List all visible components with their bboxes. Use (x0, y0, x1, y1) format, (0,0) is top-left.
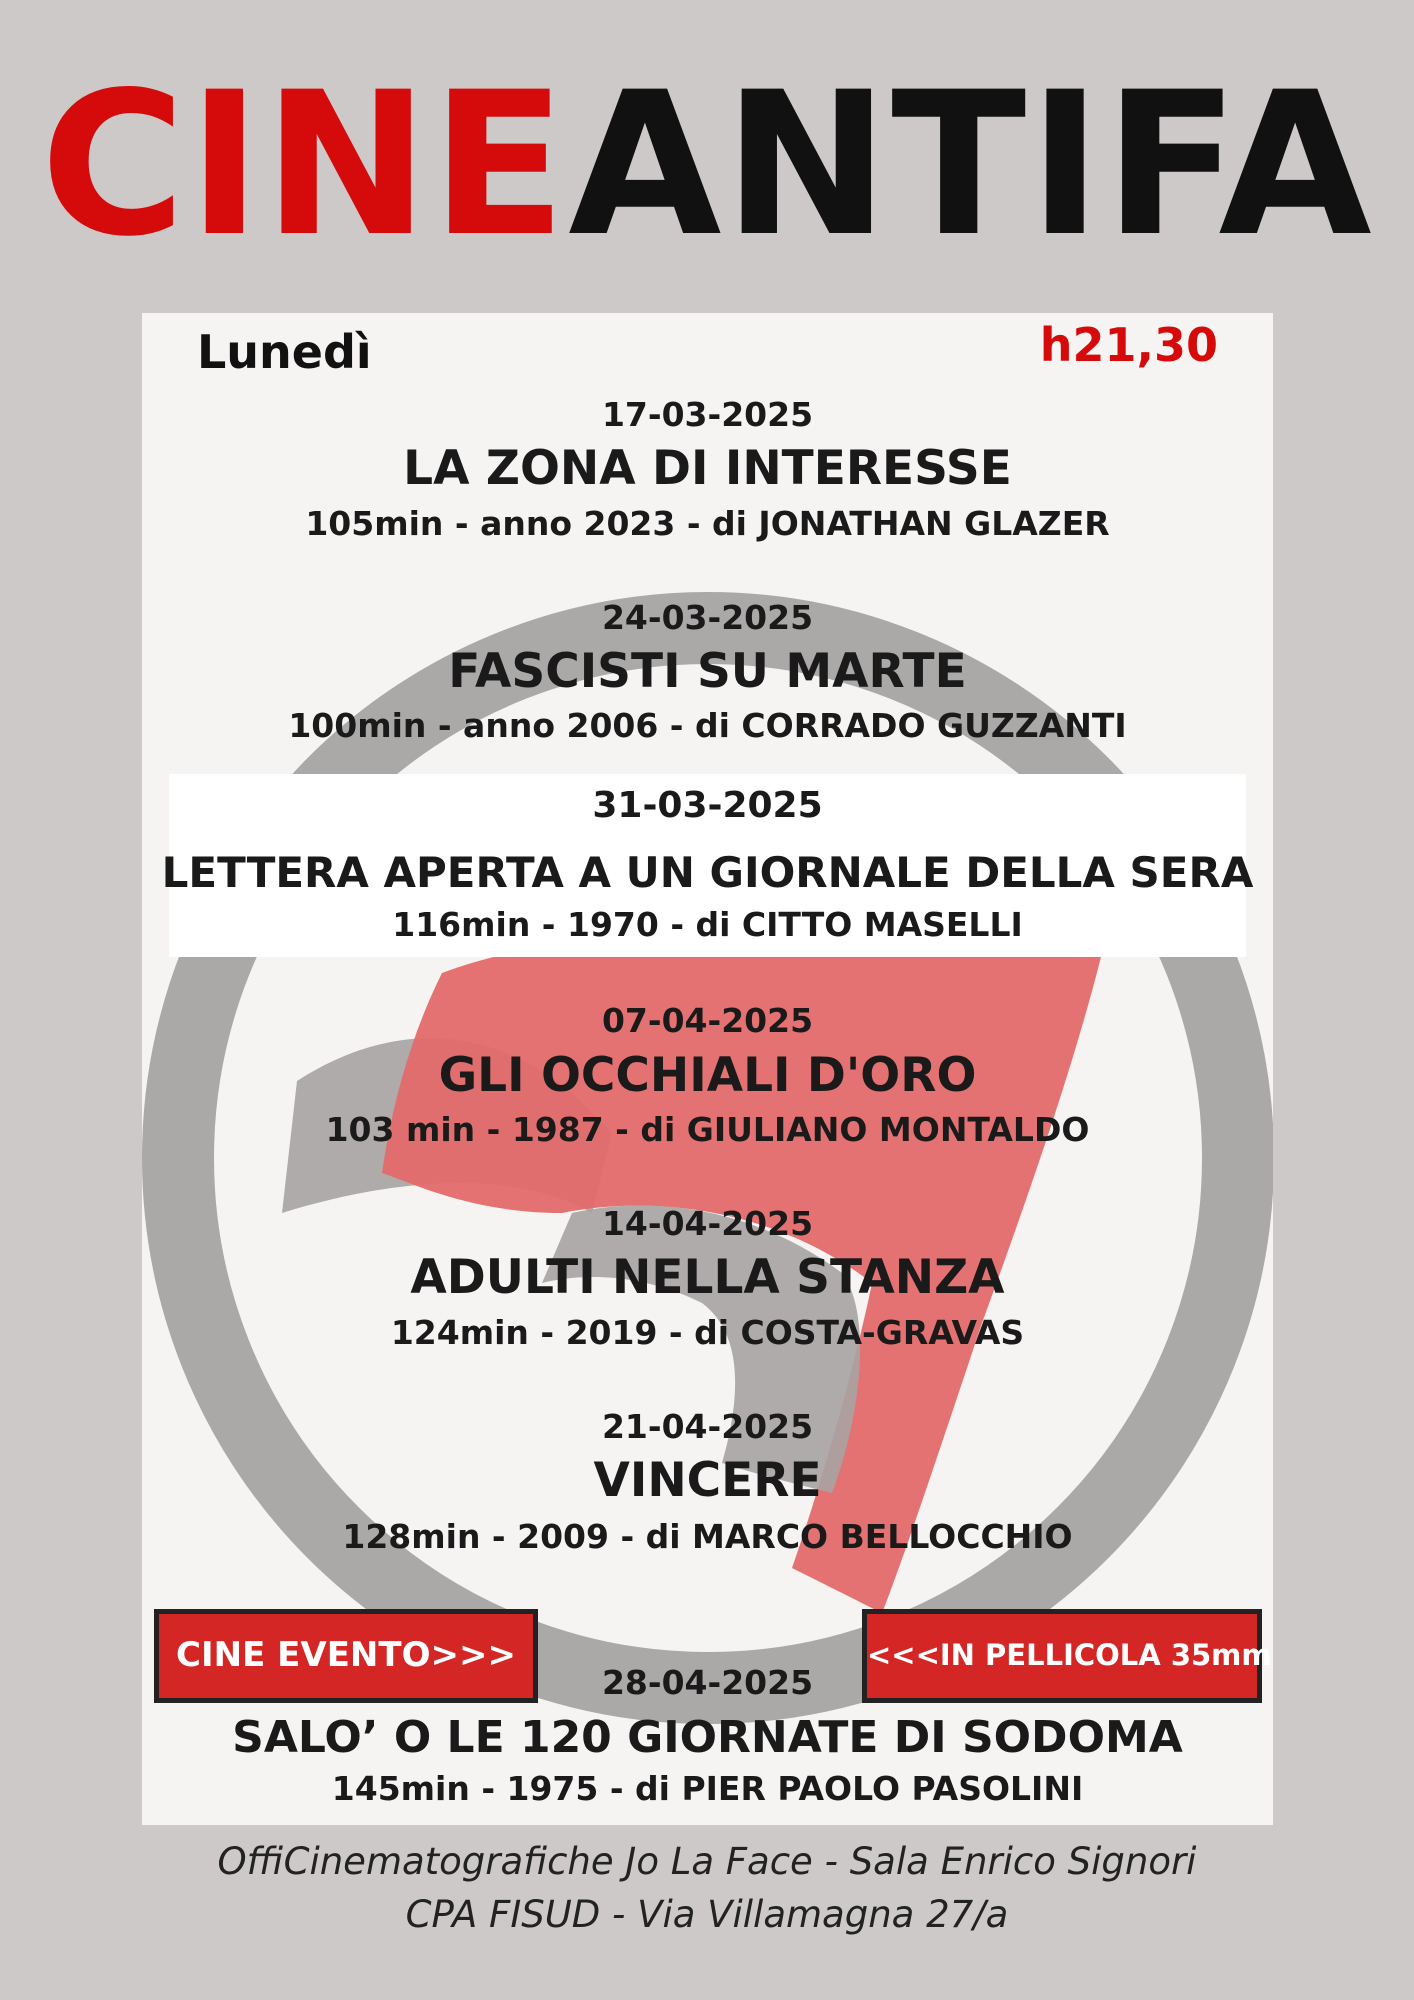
film-info: 100min - anno 2006 - di CORRADO GUZZANTI (288, 706, 1127, 745)
film-title: FASCISTI SU MARTE (448, 644, 967, 699)
film-date: 28-04-2025 (601, 1663, 814, 1702)
film-title: SALO’ O LE 120 GIORNATE DI SODOMA (232, 1712, 1183, 1763)
pellicola-35mm-tag: <<<IN PELLICOLA 35mm (862, 1609, 1262, 1703)
film-info: 105min - anno 2023 - di JONATHAN GLAZER (305, 504, 1110, 543)
film-date: 17-03-2025 (601, 395, 814, 434)
film-title: LA ZONA DI INTERESSE (403, 441, 1012, 496)
film-date: 31-03-2025 (592, 785, 823, 826)
schedule-panel (142, 313, 1273, 1825)
film-date: 21-04-2025 (601, 1407, 814, 1446)
weekday-label: Lunedì (197, 325, 372, 379)
film-date: 24-03-2025 (601, 598, 814, 637)
film-info: 116min - 1970 - di CITTO MASELLI (392, 905, 1023, 944)
film-info: 124min - 2019 - di COSTA-GRAVAS (390, 1313, 1025, 1352)
film-title: ADULTI NELLA STANZA (410, 1250, 1005, 1305)
film-title: GLI OCCHIALI D'ORO (438, 1048, 977, 1103)
film-title: LETTERA APERTA A UN GIORNALE DELLA SERA (161, 848, 1254, 897)
showtime-label: h21,30 (1039, 318, 1218, 372)
film-date: 14-04-2025 (601, 1204, 814, 1243)
film-info: 103 min - 1987 - di GIULIANO MONTALDO (325, 1110, 1090, 1149)
film-info: 128min - 2009 - di MARCO BELLOCCHIO (342, 1517, 1073, 1556)
poster-title (0, 49, 1414, 280)
film-title: VINCERE (593, 1453, 822, 1508)
venue-line: OffiCinematografiche Jo La Face - Sala Enrico Signori (217, 1840, 1197, 1883)
address-line: CPA FISUD - Via Villamagna 27/a (405, 1893, 1009, 1936)
poster-title-black: ANTIFA (568, 49, 1374, 280)
film-info: 145min - 1975 - di PIER PAOLO PASOLINI (331, 1769, 1084, 1808)
cine-evento-tag: CINE EVENTO>>> (154, 1609, 538, 1703)
poster-title-red: CINE (40, 49, 569, 280)
film-date: 07-04-2025 (601, 1001, 814, 1040)
